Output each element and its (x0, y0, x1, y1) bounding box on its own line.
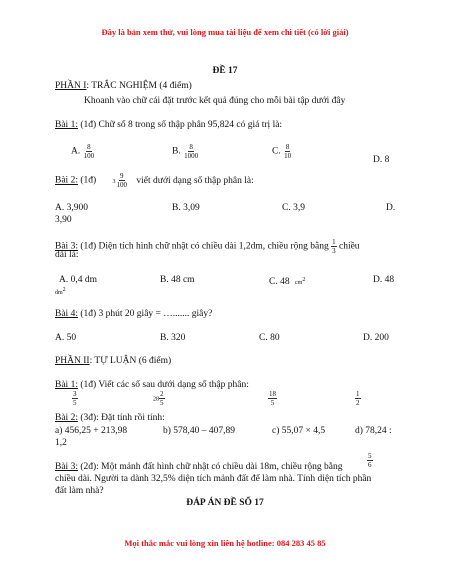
p1-f2-den: 5 (160, 399, 164, 407)
q2-mixed-whole: 3 (112, 178, 116, 185)
p1-f4-num: 1 (356, 390, 360, 398)
q1-option-c-letter: C. (272, 146, 281, 157)
p3-frac-num: 5 (368, 452, 372, 460)
p1-line (55, 380, 249, 391)
p1-f2-num: 2 (160, 390, 164, 398)
q1-a-num: 8 (87, 143, 91, 151)
q3-option-d: D. 48 (373, 275, 395, 285)
q1-b-num: 8 (189, 143, 193, 151)
p3-line (55, 462, 342, 473)
q3-option-c (269, 275, 305, 289)
q1-a-den: 100 (83, 152, 95, 160)
answer-title: ĐÁP ÁN ĐỀ SỐ 17 (186, 498, 264, 508)
p1-f2-whole: 28 (153, 396, 159, 403)
p2-line (55, 413, 165, 424)
part2-label: PHẦN II (55, 356, 90, 366)
p2-item-c: c) 55,07 × 4,5 (272, 426, 326, 436)
q3-text: (1đ) Diện tích hình chữ nhật có chiều dài 1,2dm, chiều rộng bằng (80, 241, 329, 252)
p3-label: Bài 3: (55, 462, 78, 472)
q3-c-unit-sup: 2 (302, 277, 306, 283)
q2-line (55, 172, 254, 189)
q3-frac-den: 3 (332, 247, 336, 255)
q3-option-a: A. 0,4 dm (59, 275, 97, 285)
q3-line (55, 238, 360, 255)
p1-text: (1đ) Viết các số sau dưới dạng số thập phân: (80, 380, 249, 390)
q1-option-b-letter: B. (172, 146, 181, 157)
q1-option-a-fraction (83, 143, 96, 160)
q1-option-d: D. 8 (373, 155, 390, 165)
q1-b-den: 1000 (184, 152, 199, 160)
p2-text: (3đ): Đặt tính rồi tính: (80, 413, 165, 423)
p1-fraction-1 (72, 390, 78, 407)
q4-option-a: A. 50 (55, 333, 77, 343)
q2-mixed-fraction (116, 172, 129, 189)
q3-label: Bài 3: (55, 241, 78, 252)
q1-option-c (272, 143, 292, 160)
q4-text: (1đ) 3 phút 20 giây = …....... giây? (80, 309, 213, 319)
q3-option-b: B. 48 cm (160, 275, 195, 285)
p1-f2 (159, 390, 165, 407)
p1-f4-den: 2 (356, 399, 360, 407)
p1-f4 (355, 390, 361, 407)
q1-line (55, 120, 282, 131)
q4-option-c: C. 80 (259, 333, 280, 343)
q3-tail: chiều (338, 241, 360, 252)
q2-mixed-num: 9 (120, 172, 124, 180)
q4-line (55, 309, 212, 320)
p2-item-d: d) 78,24 : (355, 426, 392, 436)
q3-line2: dài là: (55, 250, 79, 260)
p3-fraction (367, 452, 373, 469)
q3-option-c-unit (294, 277, 306, 286)
p2-item-b: b) 578,40 – 407,89 (163, 426, 236, 436)
p1-f3-den: 5 (270, 399, 275, 407)
p1-fraction-3 (268, 390, 277, 407)
p3-line3: đất làm nhà? (55, 486, 104, 496)
part2-heading (55, 356, 171, 367)
preview-banner: Đây là bản xem thử, vui lòng mua tài liệu để xem chi tiết (có lời giải) (101, 27, 349, 37)
q2-post: viết dưới dạng số thập phân là: (136, 175, 254, 186)
q1-option-c-fraction (283, 143, 292, 160)
p2-label: Bài 2: (55, 413, 78, 423)
q1-option-b-fraction (183, 143, 199, 160)
q2-option-b: B. 3,09 (172, 203, 200, 213)
p1-fraction-4 (355, 390, 361, 407)
q2-option-c: C. 3,9 (282, 203, 305, 213)
p1-fraction-2 (153, 390, 165, 407)
q3-c-unit-text: cm (294, 280, 303, 286)
q4-label: Bài 4: (55, 309, 78, 319)
q1-label: Bài 1: (55, 120, 78, 130)
p2-item-d-cont: 1,2 (55, 438, 67, 448)
q2-option-a: A. 3,900 (55, 203, 88, 213)
p1-label: Bài 1: (55, 380, 78, 390)
q4-option-d: D. 200 (363, 333, 389, 343)
part1-label: PHẦN I (55, 81, 87, 91)
q2-label: Bài 2: (55, 175, 78, 186)
q1-text: (1đ) Chữ số 8 trong số thập phân 95,824 có giá trị là: (80, 120, 283, 130)
p1-f1 (72, 390, 78, 407)
q1-option-a (71, 143, 95, 160)
p3-text: (2đ): Một mảnh đất hình chữ nhật có chiều dài 18m, chiều rộng bằng (80, 462, 343, 472)
q3-a-unit-text: dm (55, 290, 63, 296)
q2-mixed-den: 100 (116, 181, 128, 189)
q3-a-unit-sup: 2 (62, 287, 66, 293)
p1-f1-den: 5 (73, 399, 77, 407)
q1-option-a-letter: A. (71, 146, 81, 157)
p1-f3 (268, 390, 277, 407)
q3-option-c-value: C. 48 (269, 277, 290, 287)
q4-option-b: B. 320 (160, 333, 186, 343)
q3-fraction (331, 238, 337, 255)
q2-mixed-number (112, 172, 129, 189)
q2-pre: (1đ) (80, 175, 97, 186)
exam-title: ĐỀ 17 (212, 66, 238, 76)
p3-frac-den: 6 (368, 461, 372, 469)
p2-item-a: a) 456,25 + 213,98 (55, 426, 128, 436)
q1-c-num: 8 (285, 143, 290, 151)
q3-frac-num: 1 (332, 238, 336, 246)
part2-heading-rest: : TỰ LUẬN (6 điểm) (89, 356, 172, 366)
p3-line2: chiều dài. Người ta dành 32,5% diện tích mảnh đất để làm nhà. Tính diện tích phần (55, 474, 372, 484)
p3-frac (367, 452, 373, 469)
q2-option-d-value: 3,90 (55, 215, 72, 225)
q1-option-b (172, 143, 199, 160)
q1-c-den: 10 (284, 152, 292, 160)
p1-f1-num: 3 (73, 390, 77, 398)
part1-instruction: Khoanh vào chữ cái đặt trước kết quả đúng cho mỗi bài tập dưới đây (84, 96, 346, 106)
q3-option-a-unit (55, 287, 66, 296)
q2-option-d-letter: D. (386, 203, 396, 213)
part1-heading (55, 81, 192, 92)
p1-f3-num: 18 (269, 390, 276, 398)
part1-heading-rest: : TRẮC NGHIỆM (4 điểm) (86, 81, 192, 91)
hotline-banner: Mọi thắc mắc vui lòng xin liên hệ hotline: 084 283 45 85 (124, 538, 326, 548)
